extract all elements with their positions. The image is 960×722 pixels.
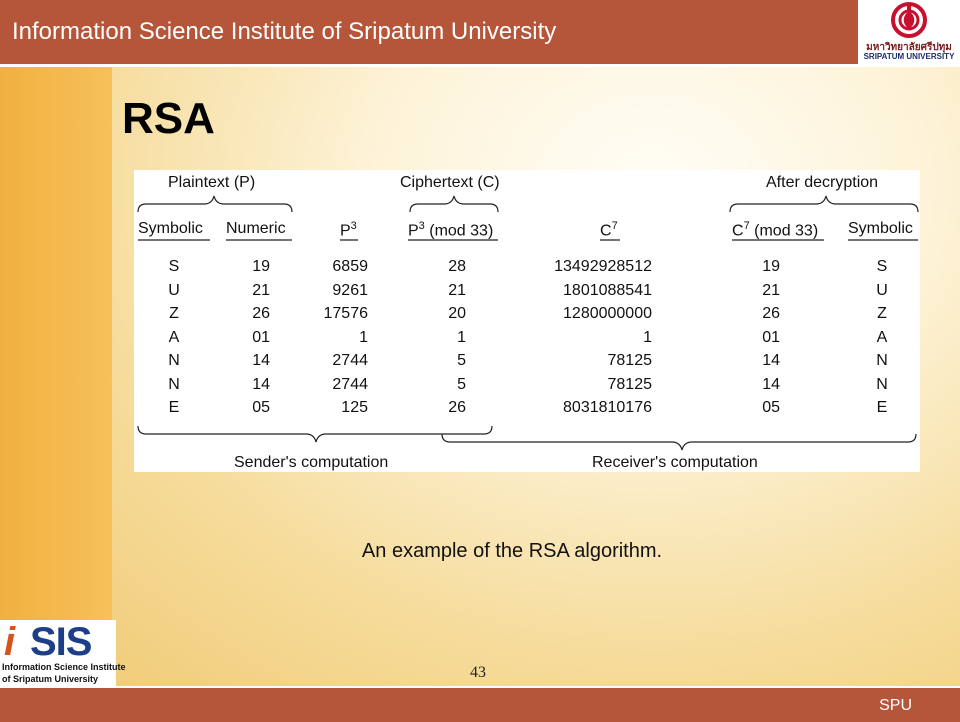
table-cell-c: 5: [457, 375, 466, 393]
table-cell-sym: E: [168, 399, 180, 416]
logo-text-thai: มหาวิทยาลัยศรีปทุม: [866, 42, 952, 53]
header-p-cubed: $P^3$: [340, 220, 357, 240]
header-divider: [0, 64, 960, 67]
label-sender-computation: Sender's computation: [234, 454, 389, 471]
figure-caption: An example of the RSA algorithm.: [361, 540, 663, 562]
table-cell-sym2: A: [876, 328, 888, 346]
table-cell-num: 14: [252, 352, 270, 369]
table-cell-dec: 21: [762, 281, 780, 299]
slide-title: RSA: [122, 94, 215, 143]
table-cell-c: 20: [448, 305, 466, 322]
table-cell-c7: 78125: [607, 352, 652, 369]
table-cell-sym2: E: [876, 399, 888, 416]
header-p-cubed-mod: $P^3$ (mod 33): [408, 220, 494, 240]
table-cell-p3: 125: [341, 399, 368, 416]
table-cell-c7: 1801088541: [563, 281, 652, 299]
table-cell-sym: U: [168, 281, 180, 299]
table-cell-sym: N: [168, 352, 180, 369]
table-cell-c: 21: [448, 281, 466, 299]
isis-logo-line1: Information Science Institute: [2, 662, 126, 672]
header-symbolic-decrypted: Symbolic: [848, 220, 913, 237]
table-cell-c7: 8031810176: [563, 399, 652, 416]
table-cell-dec: 05: [762, 399, 780, 416]
table-cell-sym: A: [168, 328, 180, 346]
table-cell-sym2: N: [876, 375, 888, 393]
header-bar: [0, 0, 858, 64]
table-cell-num: 14: [252, 375, 270, 393]
table-cell-dec: 01: [762, 328, 780, 346]
table-cell-p3: 6859: [332, 258, 368, 275]
group-label-plaintext: Plaintext (P): [168, 174, 256, 191]
table-cell-sym2: N: [876, 352, 888, 369]
table-cell-p3: 2744: [332, 375, 368, 393]
table-cell-p3: 2744: [332, 352, 368, 369]
header-c-seventh-mod: $C^7$ (mod 33): [732, 220, 819, 240]
table-cell-sym: Z: [169, 305, 179, 322]
table-cell-num: 26: [252, 305, 270, 322]
isis-logo-sis: SIS: [30, 620, 92, 664]
group-label-after-decryption: After decryption: [766, 174, 879, 191]
table-cell-num: 19: [252, 258, 270, 275]
table-cell-c7: 13492928512: [554, 258, 652, 275]
table-cell-sym: S: [168, 258, 180, 275]
table-cell-c: 1: [457, 328, 466, 346]
table-cell-dec: 14: [762, 352, 780, 369]
left-accent-bar: [0, 64, 112, 620]
sripatum-emblem-icon: [858, 0, 960, 42]
table-cell-c7: 1: [643, 328, 652, 346]
table-cell-num: 21: [252, 281, 270, 299]
table-cell-c: 26: [448, 399, 466, 416]
table-cell-sym2: U: [876, 281, 888, 299]
header-numeric: Numeric: [226, 220, 286, 237]
isis-logo-line2: of Sripatum University: [2, 674, 99, 684]
isis-logo: [0, 620, 126, 686]
footer-bar: [0, 686, 960, 722]
table-cell-c: 5: [457, 352, 466, 369]
table-cell-dec: 26: [762, 305, 780, 322]
label-receiver-computation: Receiver's computation: [592, 454, 758, 471]
table-cell-sym: N: [168, 375, 180, 393]
table-cell-p3: 9261: [332, 281, 368, 299]
header-symbolic: Symbolic: [138, 220, 203, 237]
table-cell-sym2: Z: [877, 305, 887, 322]
header-c-seventh: $C^7$: [600, 220, 618, 240]
table-cell-p3: 17576: [323, 305, 368, 322]
table-cell-c7: 1280000000: [563, 305, 652, 322]
table-cell-c7: 78125: [607, 375, 652, 393]
table-cell-dec: 19: [762, 258, 780, 275]
logo-text-english: SRIPATUM UNIVERSITY: [863, 52, 955, 61]
isis-logo-i: i: [4, 620, 16, 664]
header-title: Information Science Institute of Sripatum University: [12, 18, 557, 45]
table-cell-dec: 14: [762, 375, 780, 393]
group-label-ciphertext: Ciphertext (C): [400, 174, 500, 191]
table-cell-num: 01: [252, 328, 270, 346]
table-cell-sym2: S: [876, 258, 888, 275]
table-cell-c: 28: [448, 258, 466, 275]
sripatum-logo: [858, 0, 960, 64]
rsa-example-figure: [134, 170, 920, 472]
table-cell-p3: 1: [359, 328, 368, 346]
table-cell-num: 05: [252, 399, 270, 416]
footer-text: SPU: [879, 697, 912, 714]
page-number: 43: [470, 664, 486, 681]
